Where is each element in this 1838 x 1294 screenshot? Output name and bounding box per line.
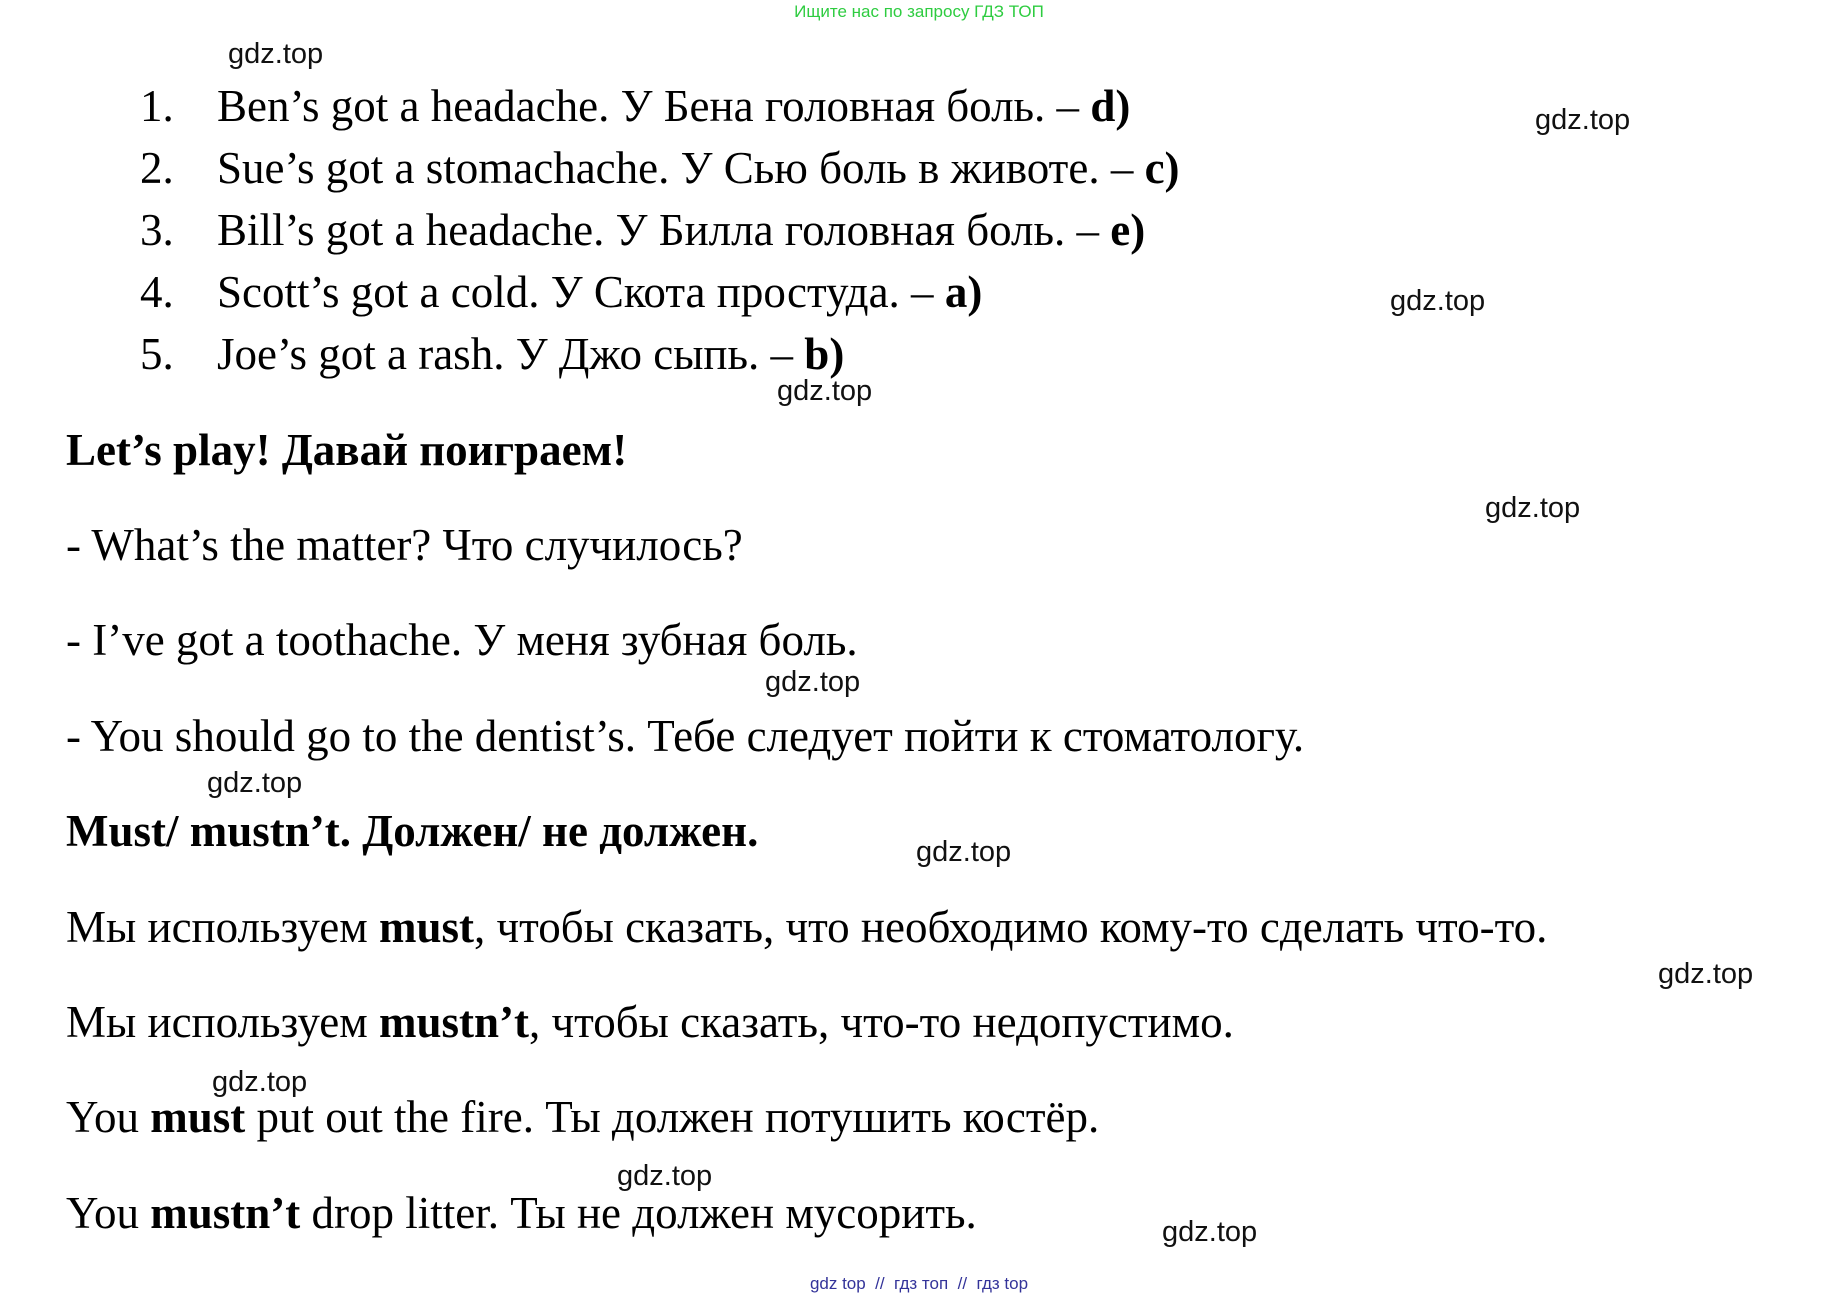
watermark: gdz.top (212, 1066, 308, 1098)
keyword: must (150, 1092, 246, 1142)
answer-number: 4. (140, 267, 174, 317)
watermark: gdz.top (1162, 1216, 1258, 1248)
rule-text: , чтобы сказать, что необходимо кому-то сделать что-то. (473, 902, 1548, 952)
rule-text: Мы используем (66, 997, 379, 1047)
dialogue-line-1: - What’s the matter? Что случилось? (66, 520, 743, 570)
example-mustnt (66, 1188, 977, 1238)
keyword: mustn’t (150, 1188, 301, 1238)
watermark: gdz.top (1390, 285, 1486, 317)
answer-letter: e) (1110, 205, 1146, 255)
keyword: mustn’t (378, 997, 529, 1047)
watermark: gdz.top (1658, 958, 1754, 990)
watermark: gdz.top (765, 666, 861, 698)
watermark: gdz.top (1535, 104, 1631, 136)
answer-item-5 (140, 329, 845, 379)
answer-number: 1. (140, 81, 174, 131)
watermark: gdz.top (207, 767, 303, 799)
answer-letter: b) (804, 329, 845, 379)
answer-number: 5. (140, 329, 174, 379)
top-banner: Ищите нас по запросу ГДЗ ТОП (794, 2, 1044, 21)
watermark: gdz.top (617, 1160, 713, 1192)
watermark: gdz.top (777, 375, 873, 407)
answer-item-3 (140, 205, 1146, 255)
answer-number: 2. (140, 143, 174, 193)
answer-letter: d) (1090, 81, 1131, 131)
answer-text: Bill’s got a headache. У Билла головная боль. – (217, 205, 1111, 255)
answer-item-2 (140, 143, 1180, 193)
example-text: drop litter. Ты не должен мусорить. (300, 1188, 977, 1238)
keyword: must (378, 902, 474, 952)
example-must (66, 1092, 1100, 1142)
example-text: You (66, 1188, 151, 1238)
lets-play-heading: Let’s play! Давай поиграем! (66, 425, 628, 475)
rule-text: Мы используем (66, 902, 379, 952)
answer-text: Ben’s got a headache. У Бена головная боль. – (217, 81, 1091, 131)
watermark: gdz.top (916, 836, 1012, 868)
dialogue-line-3: - You should go to the dentist’s. Тебе следует пойти к стоматологу. (66, 711, 1305, 761)
answer-letter: c) (1144, 143, 1180, 193)
dialogue-line-2: - I’ve got a toothache. У меня зубная боль. (66, 615, 858, 665)
rule-mustnt (66, 997, 1234, 1047)
answer-text: Joe’s got a rash. У Джо сыпь. – (217, 329, 805, 379)
answer-item-1 (140, 81, 1131, 131)
watermark: gdz.top (1485, 492, 1581, 524)
answer-number: 3. (140, 205, 174, 255)
answer-text: Scott’s got a cold. У Скота простуда. – (217, 267, 945, 317)
answer-letter: a) (944, 267, 983, 317)
must-heading: Must/ mustn’t. Должен/ не должен. (66, 806, 759, 856)
rule-text: , чтобы сказать, что-то недопустимо. (528, 997, 1234, 1047)
bottom-banner: gdz top // гдз топ // гдз top (809, 1274, 1029, 1293)
example-text: put out the fire. Ты должен потушить костёр. (245, 1092, 1100, 1142)
rule-must (66, 902, 1548, 952)
example-text: You (66, 1092, 151, 1142)
answer-text: Sue’s got a stomachache. У Сью боль в животе. – (217, 143, 1145, 193)
answer-item-4 (140, 267, 983, 317)
watermark: gdz.top (228, 38, 324, 70)
